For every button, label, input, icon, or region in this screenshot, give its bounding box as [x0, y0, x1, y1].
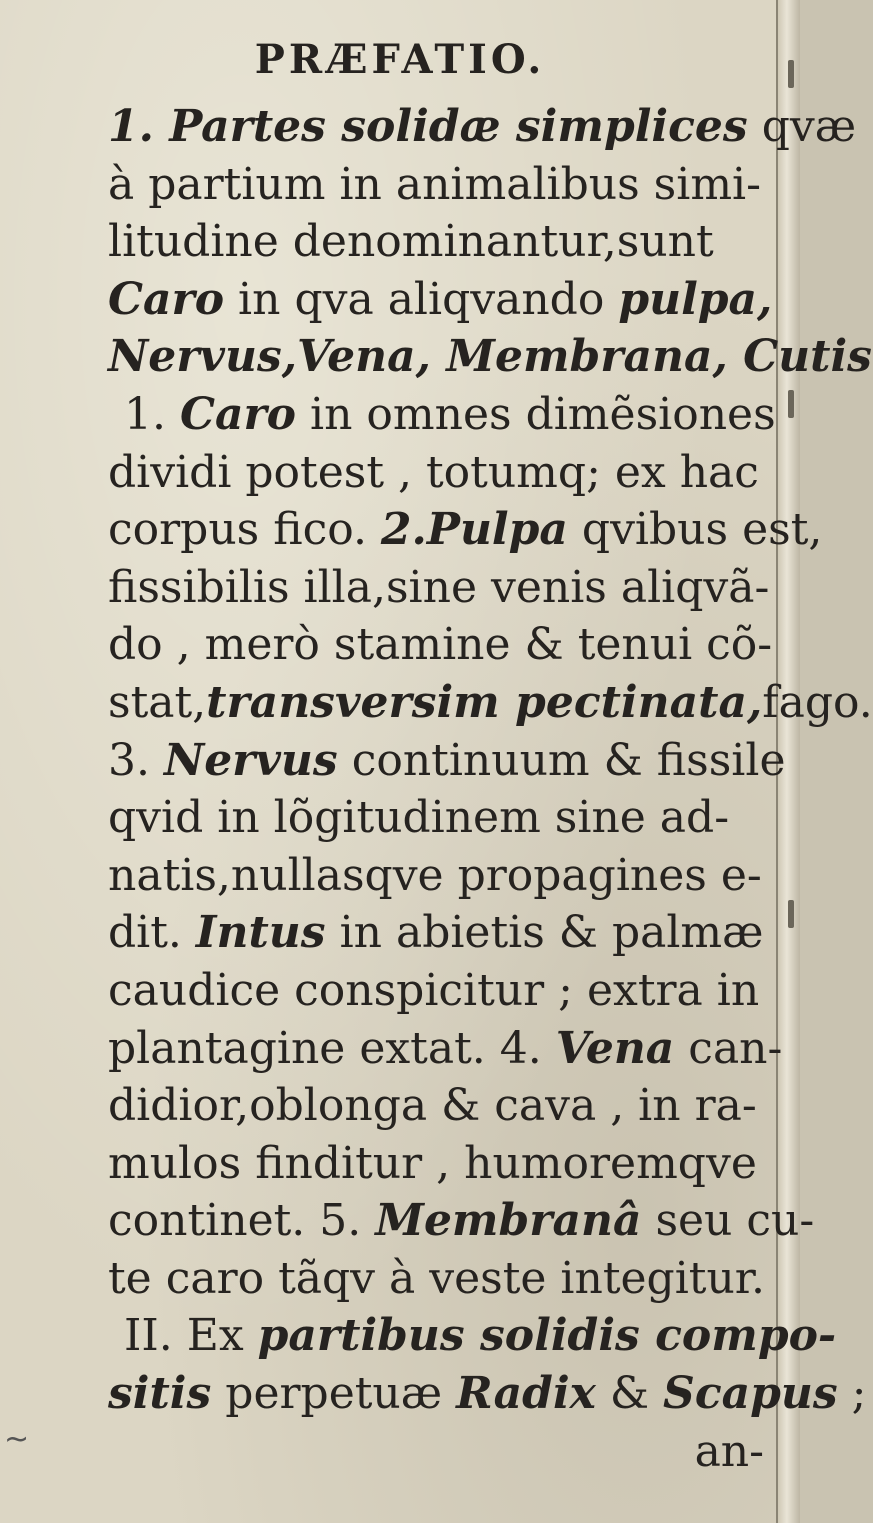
text-segment: 1.	[124, 388, 180, 440]
text-segment: an-	[694, 1425, 764, 1477]
text-segment: caudice conspicitur ; extra in	[108, 964, 760, 1016]
text-segment: fissibilis illa,sine venis aliqvã-	[108, 561, 770, 613]
italic-text-segment: Intus	[195, 907, 326, 959]
text-line	[108, 962, 778, 1020]
text-segment: do , merò stamine & tenui cõ-	[108, 619, 773, 671]
text-segment: &	[595, 1368, 664, 1420]
text-line	[108, 904, 778, 962]
italic-text-segment: 2.Pulpa	[380, 504, 568, 556]
text-segment: dividi potest , totumq; ex hac	[108, 446, 759, 498]
text-line	[108, 1250, 778, 1308]
text-segment: seu cu-	[641, 1195, 815, 1247]
italic-text-segment: Scapus	[663, 1368, 838, 1420]
text-segment: natis,nullasqve propagines e-	[108, 849, 762, 901]
text-line	[108, 501, 823, 559]
italic-text-segment: Membranâ	[375, 1195, 642, 1247]
text-line	[108, 559, 778, 617]
text-line	[108, 156, 778, 214]
text-segment: in omnes dimẽsiones	[296, 388, 776, 440]
margin-tick-mark: ~	[4, 1422, 30, 1457]
text-line	[108, 98, 857, 156]
text-line	[108, 789, 778, 847]
text-segment: corpus fico.	[108, 504, 381, 556]
text-segment: qvibus est,	[567, 504, 823, 556]
text-segment: in qva aliqvando	[224, 273, 619, 325]
text-segment: fago.	[762, 676, 873, 728]
text-line	[108, 213, 778, 271]
text-line	[108, 1365, 867, 1423]
gutter-mark	[788, 900, 794, 928]
body-text	[108, 98, 873, 1480]
italic-text-segment: partibus solidis compo-	[257, 1310, 837, 1362]
text-segment: didior,oblonga & cava , in ra-	[108, 1080, 757, 1132]
italic-text-segment: Caro	[179, 388, 297, 440]
text-segment: perpetuæ	[211, 1368, 457, 1420]
text-segment: ;	[837, 1368, 867, 1420]
italic-text-segment: pulpa,	[618, 273, 773, 325]
text-line	[108, 732, 786, 790]
text-segment: plantagine extat. 4.	[108, 1022, 556, 1074]
text-line	[108, 444, 778, 502]
italic-text-segment: 1.	[108, 101, 170, 152]
text-segment: à partium in animalibus simi-	[108, 158, 761, 210]
text-line	[108, 616, 778, 674]
italic-text-segment: Vena	[555, 1022, 675, 1074]
italic-text-segment: sitis	[108, 1368, 212, 1420]
italic-text-segment: Nervus,Vena, Membrana, Cutis	[108, 331, 872, 383]
text-line	[108, 1020, 783, 1078]
text-line	[108, 1077, 778, 1135]
text-segment: te caro tãqv à veste integitur.	[108, 1252, 765, 1304]
text-line	[108, 847, 778, 905]
text-segment: 3.	[108, 734, 164, 786]
gutter-mark	[788, 390, 794, 418]
text-segment: dit.	[108, 907, 196, 959]
text-line	[108, 1307, 837, 1365]
text-segment: qvæ	[747, 101, 857, 152]
text-line	[108, 328, 872, 386]
text-segment: stat,	[108, 676, 207, 728]
text-line	[108, 1135, 778, 1193]
text-line	[108, 1423, 778, 1481]
text-line	[108, 271, 778, 329]
text-segment: in abietis & palmæ	[325, 907, 764, 959]
italic-text-segment: Partes solidæ simplices	[169, 101, 748, 152]
text-segment: mulos finditur , humoremqve	[108, 1137, 757, 1189]
text-segment: continuum & fissile	[337, 734, 786, 786]
text-line	[108, 1192, 815, 1250]
page-heading: PRÆFATIO.	[254, 36, 546, 83]
italic-text-segment: Nervus	[163, 734, 338, 786]
text-segment: II. Ex	[124, 1310, 258, 1362]
text-segment: continet. 5.	[108, 1195, 376, 1247]
text-line	[108, 386, 778, 444]
italic-text-segment: Caro	[108, 273, 225, 325]
italic-text-segment: Radix	[456, 1368, 596, 1420]
italic-text-segment: transversim pectinata,	[206, 676, 763, 728]
text-segment: qvid in lõgitudinem sine ad-	[108, 792, 730, 844]
text-line	[108, 674, 873, 732]
text-segment: can-	[674, 1022, 783, 1074]
text-segment: litudine denominantur,sunt	[108, 216, 714, 268]
